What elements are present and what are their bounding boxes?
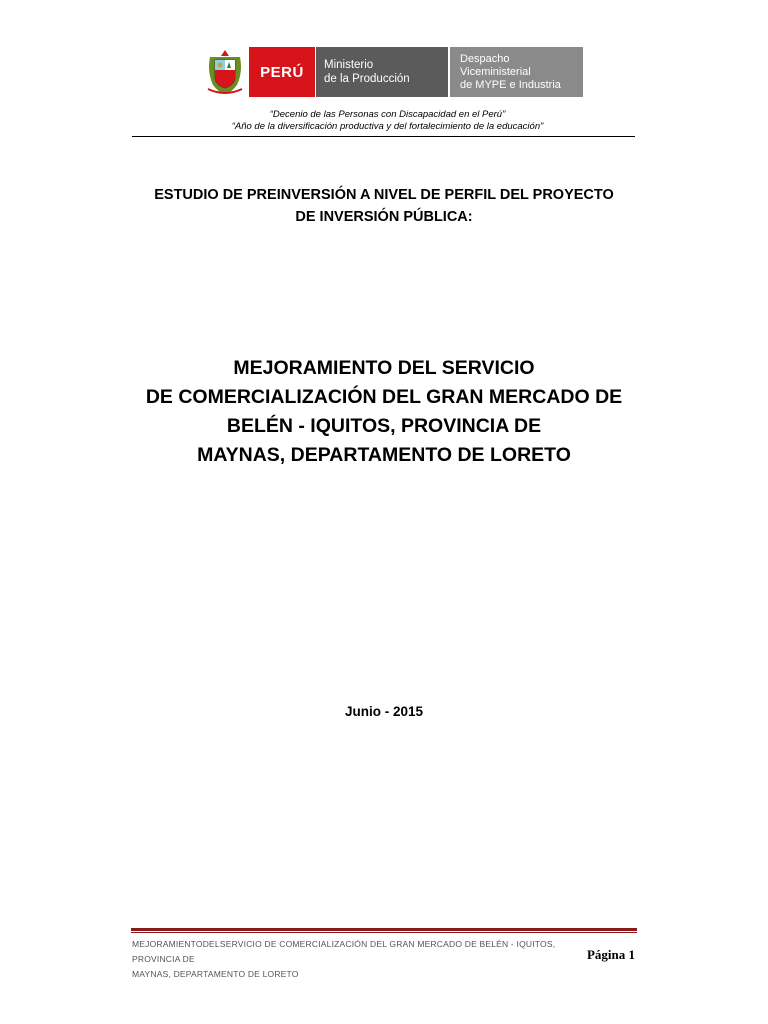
project-title-line-3: BELÉN - IQUITOS, PROVINCIA DE — [226, 415, 542, 437]
footer-line-2: MAYNAS, DEPARTAMENTO DE LORETO — [132, 969, 299, 979]
decree-line-2: “Año de la diversificación productiva y del fortalecimiento de la educación” — [231, 121, 544, 132]
footer-line-1: MEJORAMIENTODELSERVICIO DE COMERCIALIZACIÓN DEL GRAN MERCADO DE BELÉN - IQUITOS, PROVINCIA DE — [132, 939, 556, 964]
study-title-line-2: DE INVERSIÓN PÚBLICA: — [295, 209, 473, 225]
header-logo — [205, 47, 583, 97]
country-name: PERÚ — [260, 63, 304, 81]
document-date: Junio - 2015 — [344, 704, 424, 719]
coat-of-arms-icon — [205, 47, 245, 97]
project-title-line-2: DE COMERCIALIZACIÓN DEL GRAN MERCADO DE — [145, 386, 623, 408]
study-title-line-1: ESTUDIO DE PREINVERSIÓN A NIVEL DE PERFIL DEL PROYECTO — [154, 187, 614, 203]
ministry-line-2: de la Producción — [324, 73, 410, 85]
ministry-label — [315, 47, 448, 97]
peru-label — [249, 47, 315, 97]
vice-line-1: Despacho Viceministerial — [460, 52, 531, 78]
vice-ministry-label — [448, 47, 583, 97]
footer-divider-thin — [131, 932, 637, 933]
decree-line-1: “Decenio de las Personas con Discapacidad en el Perú” — [269, 109, 506, 120]
project-title-line-4: MAYNAS, DEPARTAMENTO DE LORETO — [197, 444, 571, 466]
footer-divider — [131, 928, 637, 931]
header-divider — [132, 136, 635, 137]
page-number: Página 1 — [586, 947, 635, 962]
footer-text — [132, 937, 582, 982]
ministry-line-1: Ministerio — [324, 59, 374, 71]
study-title — [120, 184, 648, 228]
project-title — [110, 354, 658, 470]
vice-line-2: de MYPE e Industria — [460, 78, 561, 91]
project-title-line-1: MEJORAMIENTO DEL SERVICIO — [233, 357, 535, 379]
